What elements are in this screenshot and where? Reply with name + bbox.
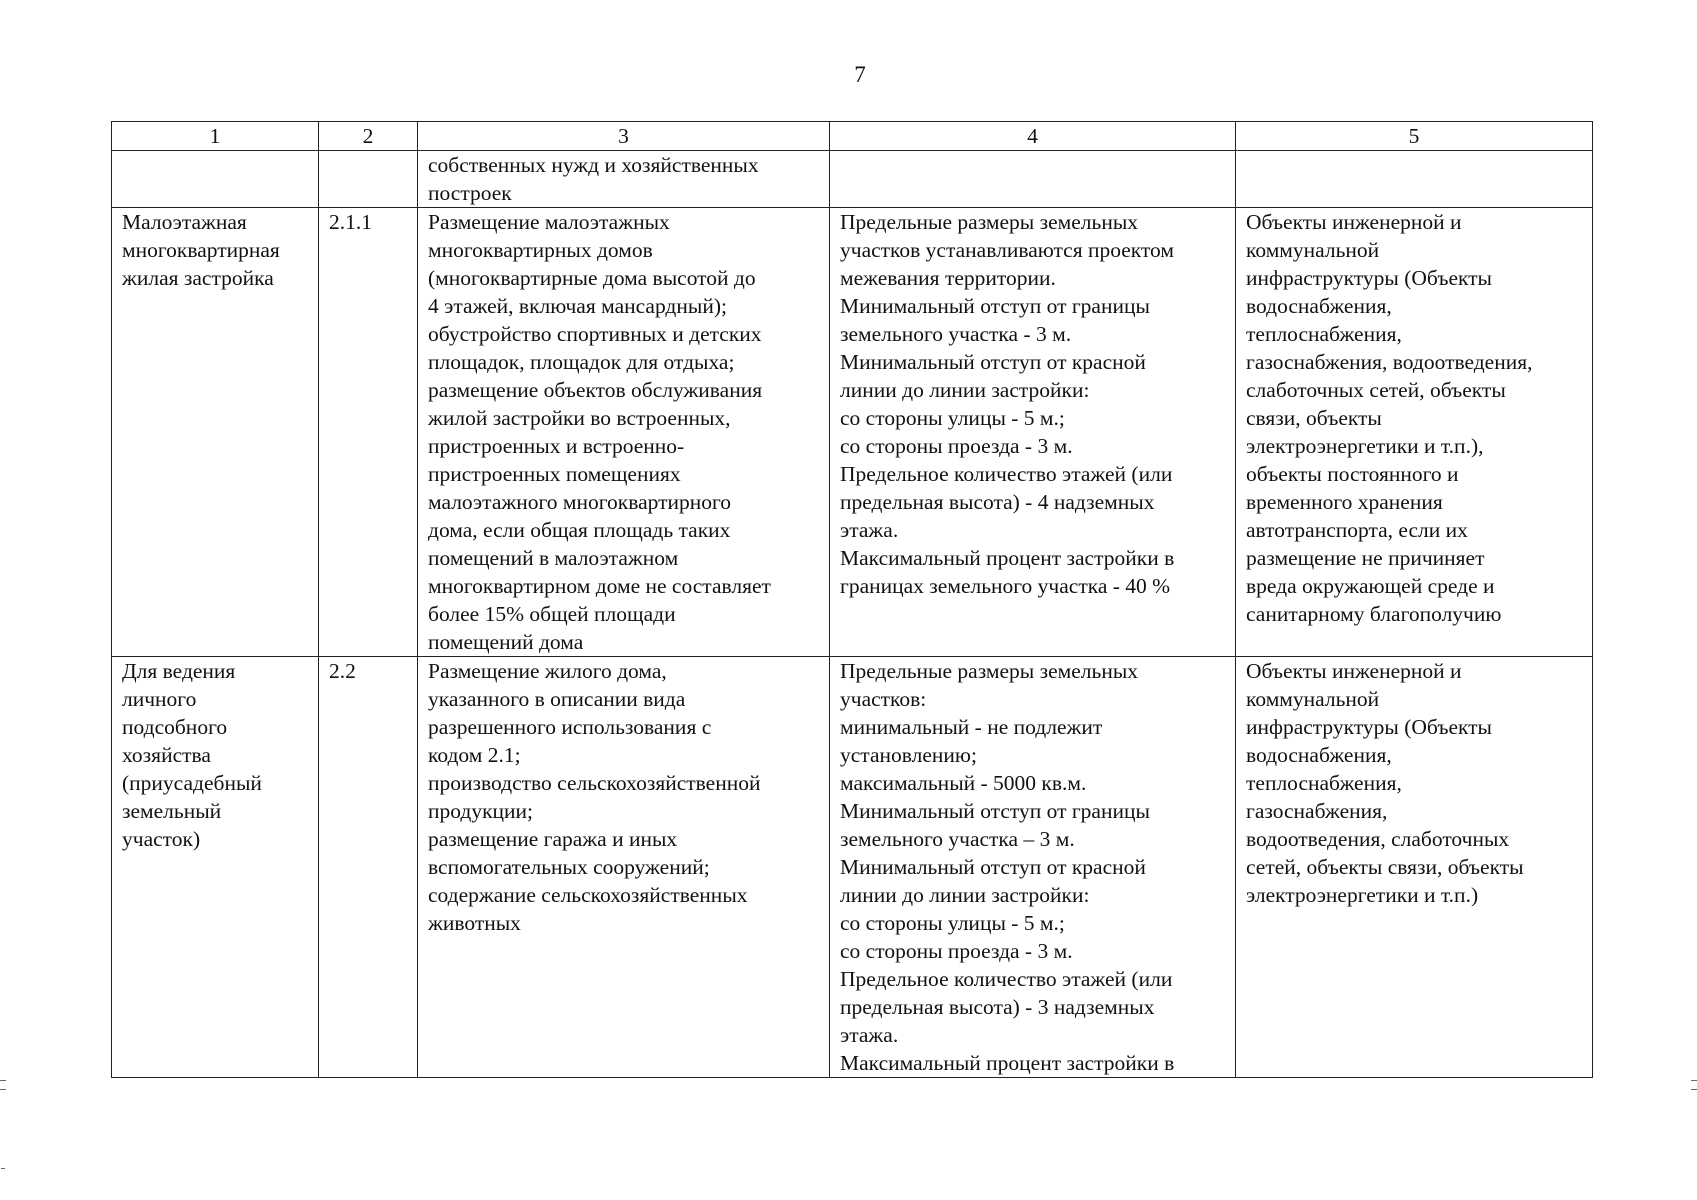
cell-auxiliary-uses: Объекты инженерной и коммунальной инфраструктуры (Объекты водоснабжения, теплоснабжения, газоснабжения, водоотведения, слаботочных сетей, объекты связи, объекты электроэнергетики и т.п.) [1236, 657, 1593, 1078]
table-row-lowrise-multiapartment [112, 208, 1593, 657]
cell-auxiliary-uses: Объекты инженерной и коммунальной инфраструктуры (Объекты водоснабжения, теплоснабжения, газоснабжения, водоотведения, слаботочных сетей, объекты связи, объекты электроэнергетики и т.п.), объекты постоянного и временного хранения автотранспорта, если их размещение не причиняет вреда окружающей среде и санитарному благополучию [1236, 208, 1593, 657]
cell-code: 2.1.1 [319, 208, 418, 657]
cell-description: Размещение жилого дома, указанного в описании вида разрешенного использования с кодом 2.1; производство сельскохозяйственной продукции; размещение гаража и иных вспомогательных сооружений; содержание сельскохозяйственных животных [418, 657, 830, 1078]
cell-use-type [112, 151, 319, 208]
column-header-2: 2 [319, 122, 418, 151]
zoning-regulations-table [111, 121, 1593, 1078]
cell-parameters: Предельные размеры земельных участков: минимальный - не подлежит установлению; максимальный - 5000 кв.м. Минимальный отступ от границы земельного участка – 3 м. Минимальный отступ от красной линии до линии застройки: со стороны улицы - 5 м.; со стороны проезда - 3 м. Предельное количество этажей (или предельная высота) - 3 надземных этажа. Максимальный процент застройки в [830, 657, 1236, 1078]
cell-code [319, 151, 418, 208]
cell-description: Размещение малоэтажных многоквартирных домов (многоквартирные дома высотой до 4 этажей, включая мансардный); обустройство спортивных и детских площадок, площадок для отдыха; размещение объектов обслуживания жилой застройки во встроенных, пристроенных и встроенно- пристроенных помещениях малоэтажного многоквартирного дома, если общая площадь таких помещений в малоэтажном многоквартирном доме не составляет более 15% общей площади помещений дома [418, 208, 830, 657]
cell-code: 2.2 [319, 657, 418, 1078]
cell-description: собственных нужд и хозяйственных построек [418, 151, 830, 208]
cell-use-type: Малоэтажная многоквартирная жилая застройка [112, 208, 319, 657]
cell-parameters [830, 151, 1236, 208]
table-row-continuation [112, 151, 1593, 208]
column-header-3: 3 [418, 122, 830, 151]
page-number: 7 [854, 62, 866, 87]
scan-edge-mark-left [0, 1080, 6, 1090]
table-row-private-household-plot [112, 657, 1593, 1078]
scan-edge-dot [1, 1168, 5, 1169]
table-header-row [112, 122, 1593, 151]
column-header-5: 5 [1236, 122, 1593, 151]
cell-use-type: Для ведения личного подсобного хозяйства (приусадебный земельный участок) [112, 657, 319, 1078]
cell-auxiliary-uses [1236, 151, 1593, 208]
scan-edge-mark-right [1691, 1080, 1697, 1090]
column-header-1: 1 [112, 122, 319, 151]
column-header-4: 4 [830, 122, 1236, 151]
cell-parameters: Предельные размеры земельных участков устанавливаются проектом межевания территории. Минимальный отступ от границы земельного участка - 3 м. Минимальный отступ от красной линии до линии застройки: со стороны улицы - 5 м.; со стороны проезда - 3 м. Предельное количество этажей (или предельная высота) - 4 надземных этажа. Максимальный процент застройки в границах земельного участка - 40 % [830, 208, 1236, 657]
